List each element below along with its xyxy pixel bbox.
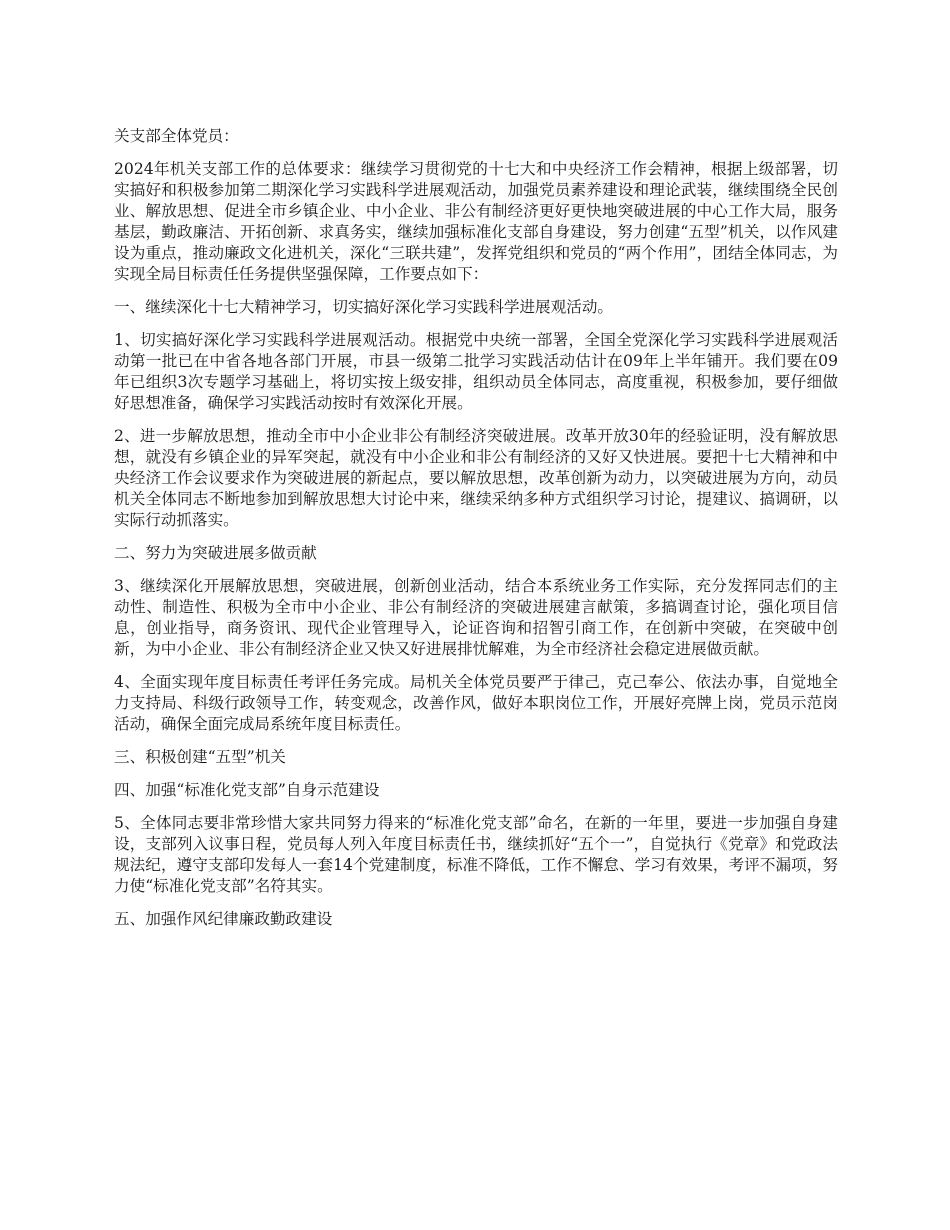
item-paragraph-2: 2、进一步解放思想，推动全市中小企业非公有制经济突破进展。改革开放30年的经验证明，没有解放思想，就没有乡镇企业的异军突起，就没有中小企业和非公有制经济的又好又快进展。要把十七大精神和中央经济工作会议要求作为突破进展的新起点，要以解放思想，改革创新为动力，以突破进展为方向，动员机关全体同志不断地参加到解放思想大讨论中来，继续采纳多种方式组织学习讨论，提建议、搞调研，以实际行动抓落实。 <box>114 427 838 529</box>
greeting: 关支部全体党员： <box>114 127 239 145</box>
section-heading-2: 二、努力为突破进展多做贡献 <box>114 544 317 562</box>
item-paragraph-4: 4、全面实现年度目标责任考评任务完成。局机关全体党员要严于律己，克己奉公、依法办事，自觉地全力支持局、科级行政领导工作，转变观念，改善作风，做好本职岗位工作，开展好亮牌上岗，党员示范岗活动，确保全面完成局系统年度目标责任。 <box>114 673 838 733</box>
section-heading-3: 三、积极创建“五型”机关 <box>114 748 286 766</box>
item-paragraph-3: 3、继续深化开展解放思想，突破进展，创新创业活动，结合本系统业务工作实际，充分发挥同志们的主动性、制造性、积极为全市中小企业、非公有制经济的突破进展建言献策，多搞调查讨论，强化项目信息，创业指导，商务资讯、现代企业管理导入，论证咨询和招智引商工作，在创新中突破，在突破中创新，为中小企业、非公有制经济企业又快又好进展排忧解难，为全市经济社会稳定进展做贡献。 <box>114 577 838 658</box>
item-paragraph-5: 5、全体同志要非常珍惜大家共同努力得来的“标准化党支部”命名，在新的一年里，要进一步加强自身建设，支部列入议事日程，党员每人列入年度目标责任书，继续抓好“五个一”，自觉执行《党章》和党政法规法纪，遵守支部印发每人一套14个党建制度，标准不降低，工作不懈怠、学习有效果，考评不漏项，努力使“标准化党支部”名符其实。 <box>114 814 838 895</box>
document-body <box>114 126 838 942</box>
section-heading-1: 一、继续深化十七大精神学习，切实搞好深化学习实践科学进展观活动。 <box>114 298 614 316</box>
section-heading-5: 五、加强作风纪律廉政勤政建设 <box>114 910 333 928</box>
section-heading-4: 四、加强“标准化党支部”自身示范建设 <box>114 781 380 799</box>
item-paragraph-1: 1、切实搞好深化学习实践科学进展观活动。根据党中央统一部署，全国全党深化学习实践科学进展观活动第一批已在中省各地各部门开展，市县一级第二批学习实践活动估计在09年上半年铺开。我们要在09年已组织3次专题学习基础上，将切实按上级安排，组织动员全体同志，高度重视，积极参加，要仔细做好思想准备，确保学习实践活动按时有效深化开展。 <box>114 331 838 412</box>
overall-requirements-paragraph: 2024年机关支部工作的总体要求：继续学习贯彻党的十七大和中央经济工作会精神，根据上级部署，切实搞好和积极参加第二期深化学习实践科学进展观活动，加强党员素养建设和理论武装，继续围绕全民创业、解放思想、促进全市乡镇企业、中小企业、非公有制经济更好更快地突破进展的中心工作大局，服务基层，勤政廉洁、开拓创新、求真务实，继续加强标准化支部自身建设，努力创建“五型”机关，以作风建设为重点，推动廉政文化进机关，深化“三联共建”，发挥党组织和党员的“两个作用”，团结全体同志，为实现全局目标责任任务提供坚强保障，工作要点如下： <box>114 160 838 283</box>
